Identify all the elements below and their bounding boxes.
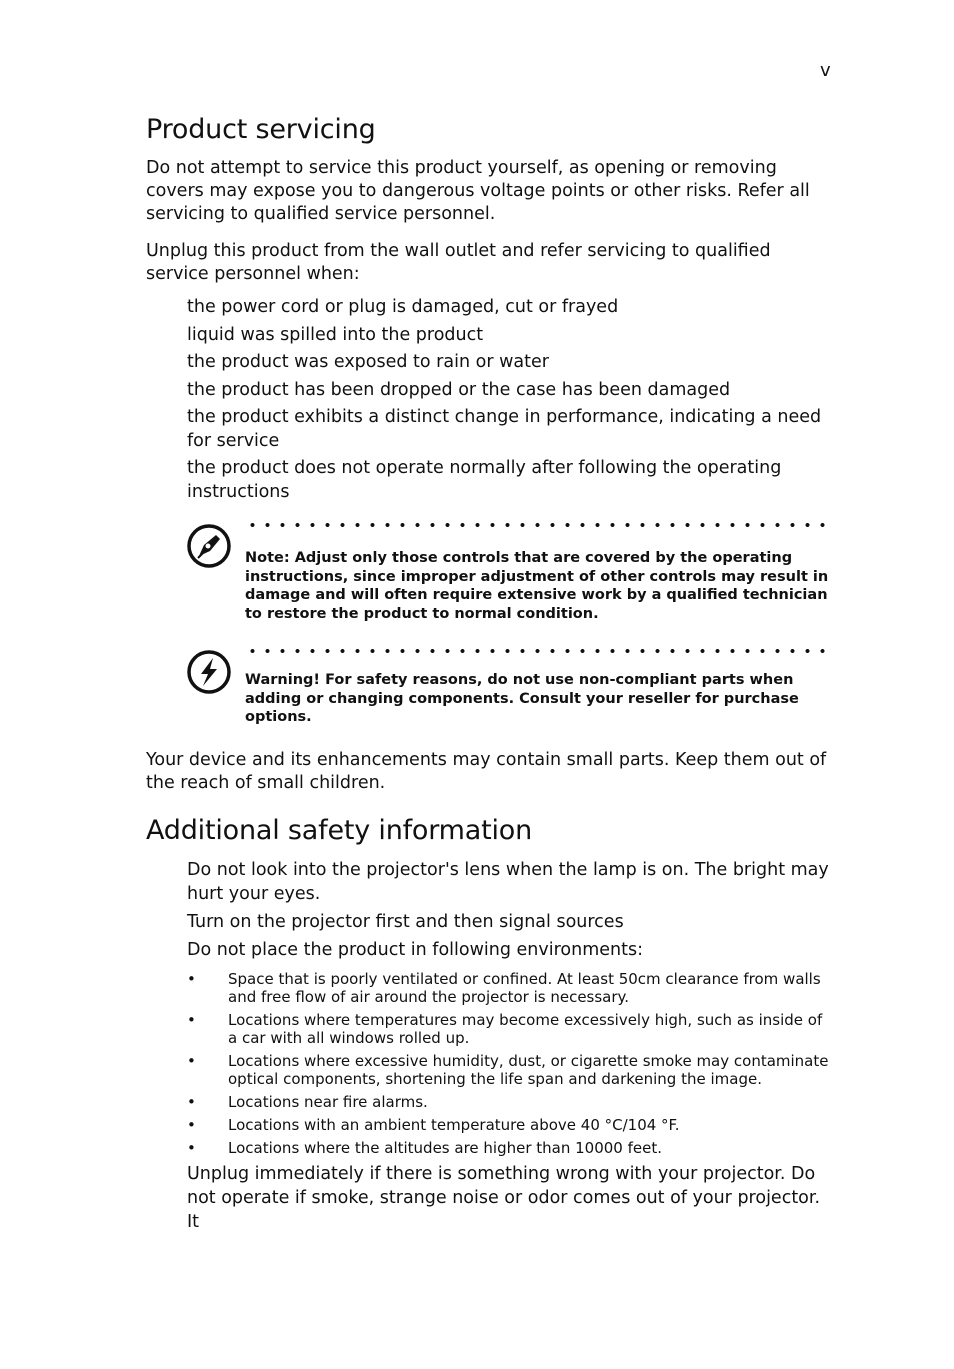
list-item: the power cord or plug is damaged, cut or frayed — [187, 297, 619, 317]
list-item: the product exhibits a distinct change in performance, indicating a need for service — [187, 407, 822, 451]
paragraph: Unplug this product from the wall outlet and refer servicing to qualified service personnel when: — [146, 241, 771, 284]
paragraph: Do not look into the projector's lens when the lamp is on. The bright may hurt your eyes. — [187, 859, 829, 904]
warning-callout — [146, 649, 832, 727]
list-item: the product does not operate normally after following the operating instructions — [187, 458, 782, 502]
bullet-item: • Locations near fire alarms. — [187, 1093, 832, 1111]
section-title-additional-safety: Additional safety information — [146, 814, 533, 846]
list-item: the product has been dropped or the case has been damaged — [187, 379, 731, 400]
bullet-item: • Locations where temperatures may become excessively high, such as inside of a car with all windows rolled up. — [187, 1011, 832, 1047]
bullet-item: • Locations where excessive humidity, dust, or cigarette smoke may contaminate optical components, shortening the life span and darkening the image. — [187, 1052, 832, 1088]
bullet-item: • Locations where the altitudes are higher than 10000 feet. — [187, 1139, 832, 1157]
warning-text: Warning! For safety reasons, do not use non-compliant parts when adding or changing components. Consult your reseller for purchase options. — [245, 672, 799, 725]
dotted-divider — [245, 523, 832, 527]
page-content — [146, 114, 832, 1238]
bullet-item: • Space that is poorly ventilated or confined. At least 50cm clearance from walls and free flow of air around the projector is necessary. — [187, 970, 832, 1006]
environment-bullet-list — [187, 970, 832, 1157]
section-title-product-servicing: Product servicing — [146, 114, 376, 145]
bullet-item: • Locations with an ambient temperature above 40 °C/104 °F. — [187, 1116, 832, 1134]
note-pen-icon — [186, 523, 232, 569]
lightning-warning-icon — [186, 649, 232, 695]
page-number: v — [820, 60, 831, 81]
note-text: Note: Adjust only those controls that are covered by the operating instructions, since improper adjustment of other controls may result in damage and will often require extensive work by a qualified technician to restore the product to normal condition. — [245, 550, 829, 622]
dotted-divider — [245, 649, 832, 653]
paragraph: Do not place the product in following environments: — [187, 939, 643, 960]
paragraph: Do not attempt to service this product yourself, as opening or removing covers may expose you to dangerous voltage points or other risks. Refer all servicing to qualified service personnel. — [146, 158, 810, 224]
list-item: liquid was spilled into the product — [187, 324, 484, 345]
paragraph: Your device and its enhancements may contain small parts. Keep them out of the reach of small children. — [146, 749, 827, 793]
paragraph: Turn on the projector first and then signal sources — [187, 911, 624, 932]
list-item: the product was exposed to rain or water — [187, 352, 549, 372]
note-callout — [146, 523, 832, 623]
paragraph: Unplug immediately if there is something wrong with your projector. Do not operate if smoke, strange noise or odor comes out of your projector. It — [187, 1163, 821, 1232]
servicing-conditions-list — [187, 296, 832, 504]
